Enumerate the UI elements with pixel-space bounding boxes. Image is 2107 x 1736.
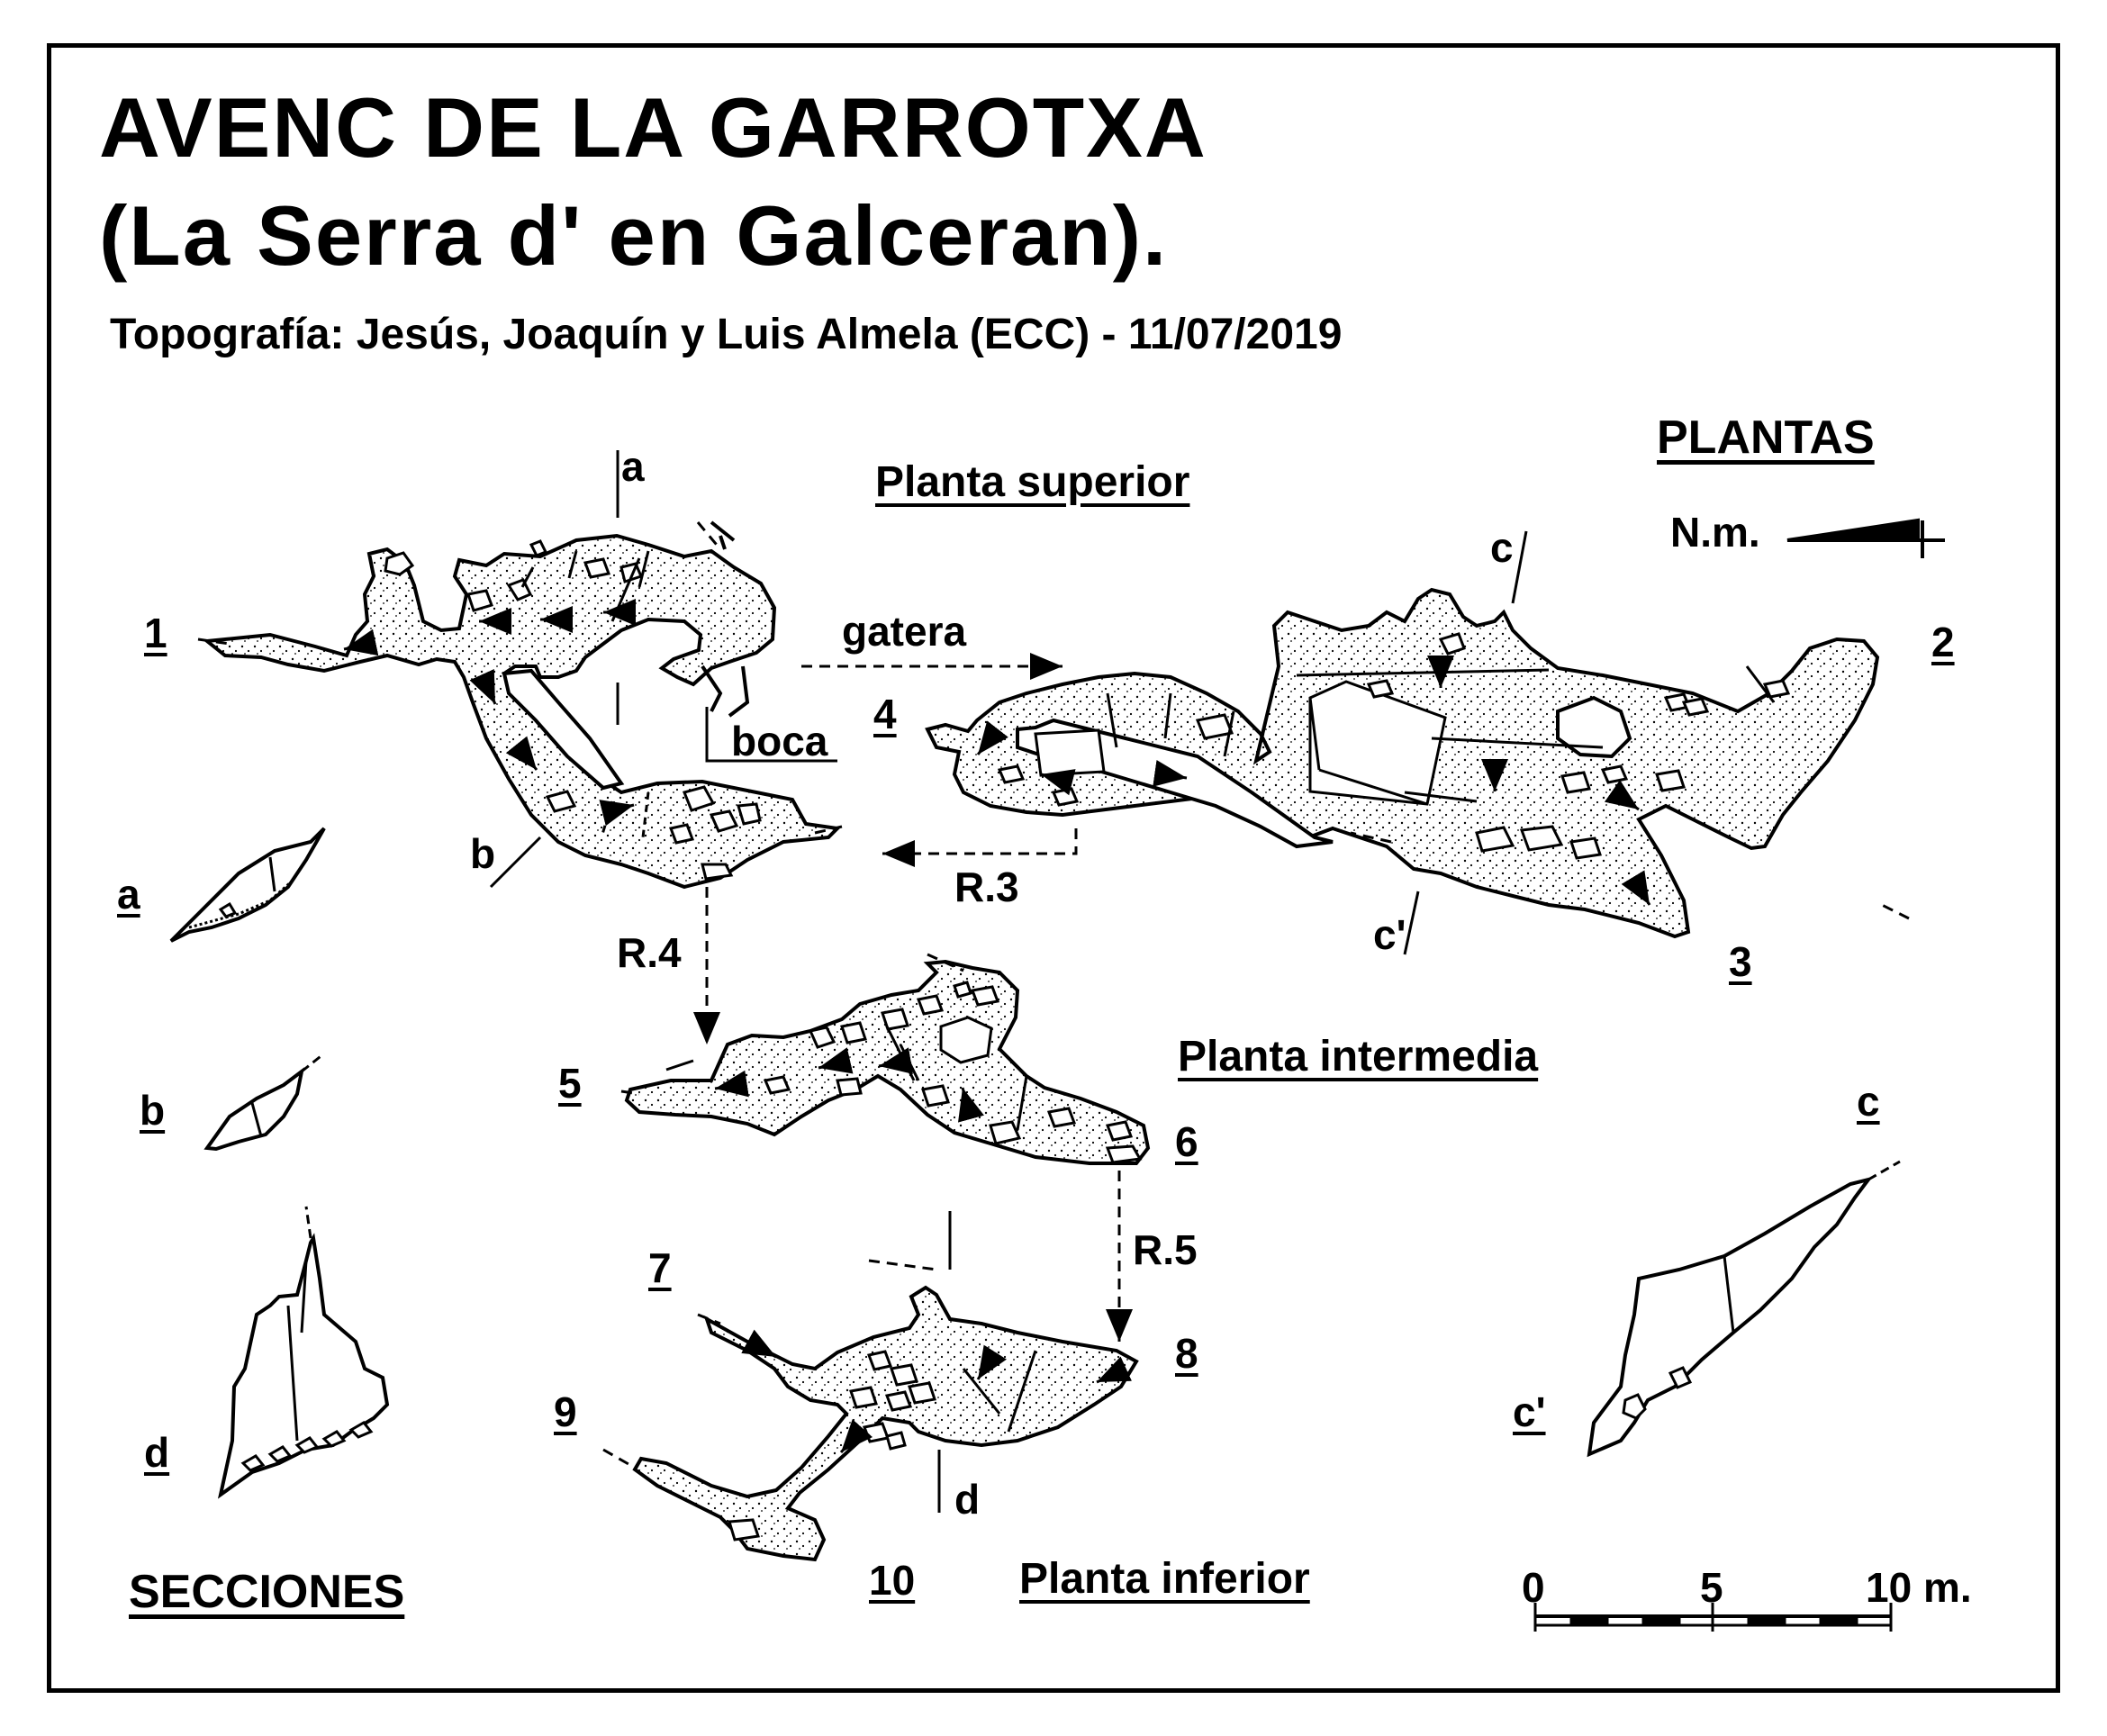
section-label-d: d <box>144 1429 170 1476</box>
label-r3: R.3 <box>954 863 1019 910</box>
cut-label-a: a <box>621 443 645 490</box>
label-r4: R.4 <box>617 929 682 976</box>
station-8: 8 <box>1175 1330 1198 1377</box>
station-7: 7 <box>648 1244 672 1291</box>
cut-label-c: c <box>1490 524 1514 571</box>
plan-middle <box>627 962 1148 1163</box>
section-a <box>171 828 324 941</box>
section-label-c: c <box>1857 1078 1880 1125</box>
label-r5: R.5 <box>1133 1226 1198 1273</box>
cut-c <box>1513 531 1526 603</box>
scale-label-10m: 10 m. <box>1866 1564 1972 1611</box>
section-label-c-prime: c' <box>1513 1388 1546 1435</box>
heading-planta-inferior: Planta inferior <box>1019 1555 1310 1603</box>
cut-label-c-prime: c' <box>1373 911 1406 958</box>
cut-label-d: d <box>954 1476 981 1523</box>
heading-secciones: SECCIONES <box>129 1566 405 1618</box>
section-label-a: a <box>117 871 140 918</box>
scale-label-5: 5 <box>1700 1564 1723 1611</box>
north-arrow <box>1787 520 1945 558</box>
station-1: 1 <box>144 610 167 656</box>
label-boca: boca <box>731 718 828 764</box>
cut-b <box>491 837 540 887</box>
label-gatera: gatera <box>842 608 967 655</box>
station-2: 2 <box>1931 619 1955 665</box>
plan-lower <box>635 1288 1136 1560</box>
section-d <box>221 1207 387 1495</box>
heading-plantas: PLANTAS <box>1657 411 1875 464</box>
map-title: AVENC DE LA GARROTXA <box>99 80 1207 175</box>
station-10: 10 <box>869 1557 916 1604</box>
survey-credit: Topografía: Jesús, Joaquín y Luis Almela (ECC) - 11/07/2019 <box>110 311 1343 358</box>
cut-c-prime <box>1405 891 1418 954</box>
station-9: 9 <box>554 1388 577 1435</box>
section-c <box>1589 1162 1900 1454</box>
heading-planta-superior: Planta superior <box>875 458 1190 506</box>
section-b <box>207 1053 324 1149</box>
r3-connection <box>882 828 1076 854</box>
station-4: 4 <box>873 691 897 737</box>
scale-label-0: 0 <box>1522 1564 1545 1611</box>
north-label: N.m. <box>1670 509 1760 556</box>
heading-planta-intermedia: Planta intermedia <box>1178 1033 1539 1080</box>
station-5: 5 <box>558 1060 582 1107</box>
station-3: 3 <box>1729 938 1752 985</box>
station-6: 6 <box>1175 1118 1198 1165</box>
section-label-b: b <box>140 1087 166 1134</box>
cut-label-b: b <box>470 830 496 877</box>
map-subtitle: (La Serra d' en Galceran). <box>99 188 1169 283</box>
